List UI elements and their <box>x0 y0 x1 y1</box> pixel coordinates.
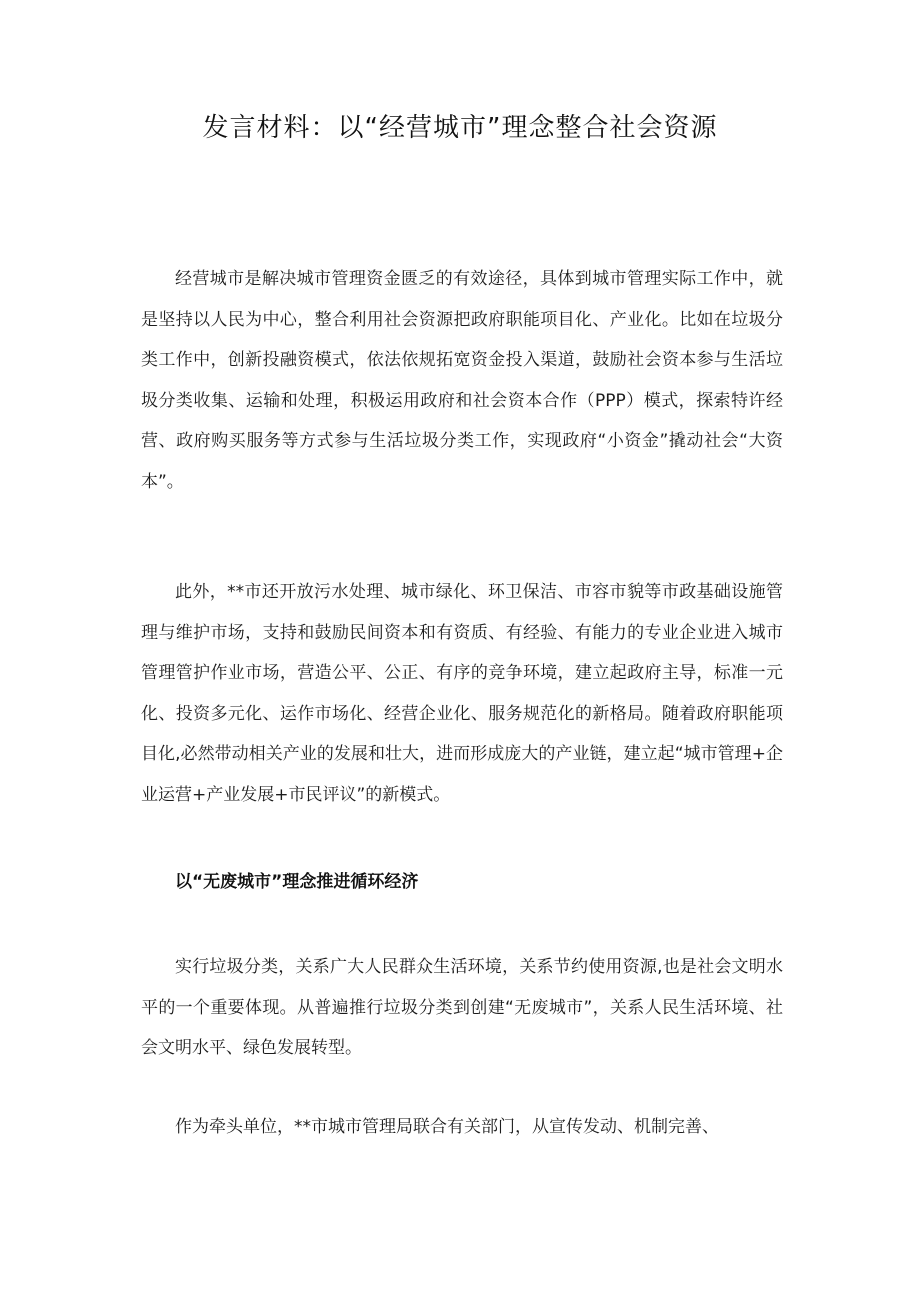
paragraph: 经营城市是解决城市管理资金匮乏的有效途径，具体到城市管理实际工作中，就是坚持以人民为中心，整合利用社会资源把政府职能项目化、产业化。比如在垃圾分类工作中，创新投融资模式，依法依规拓宽资金投入渠道，鼓励社会资本参与生活垃圾分类收集、运输和处理，积极运用政府和社会资本合作（PPP）模式，探索特许经营、政府购买服务等方式参与生活垃圾分类工作，实现政府“小资金”撬动社会“大资本”。 <box>141 269 783 492</box>
section-heading: 以“无废城市”理念推进循环经济 <box>175 872 419 892</box>
paragraph: 作为牵头单位，**市城市管理局联合有关部门，从宣传发动、机制完善、 <box>175 1117 719 1137</box>
paragraph: 此外，**市还开放污水处理、城市绿化、环卫保洁、市容市貌等市政基础设施管理与维护市场，支持和鼓励民间资本和有资质、有经验、有能力的专业企业进入城市管理管护作业市场，营造公平、公正、有序的竞争环境，建立起政府主导，标准一元化、投资多元化、运作市场化、经营企业化、服务规范化的新格局。随着政府职能项目化,必然带动相关产业的发展和壮大，进而形成庞大的产业链，建立起“城市管理+企业运营+产业发展+市民评议”的新模式。 <box>141 582 783 805</box>
paragraph: 实行垃圾分类，关系广大人民群众生活环境，关系节约使用资源,也是社会文明水平的一个重要体现。从普遍推行垃圾分类到创建“无废城市”，关系人民生活环境、社会文明水平、绿色发展转型。 <box>141 957 783 1059</box>
document-title: 发言材料：以“经营城市”理念整合社会资源 <box>202 113 718 143</box>
